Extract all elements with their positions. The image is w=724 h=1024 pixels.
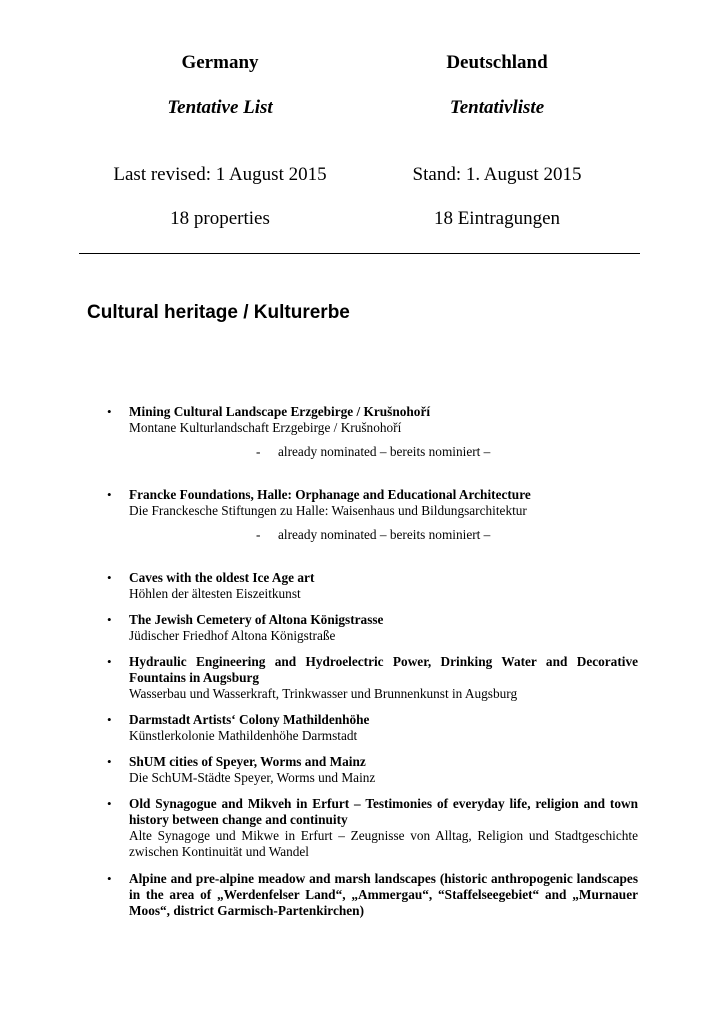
header-divider [79, 253, 640, 254]
bullet-icon: • [107, 487, 112, 502]
header-revised-en: Last revised: 1 August 2015 [113, 164, 327, 185]
list-item [107, 796, 638, 860]
header-list-name-en: Tentative List [167, 97, 273, 118]
bullet-icon: • [107, 654, 112, 669]
list-item [107, 754, 638, 786]
item-title-en: Alpine and pre-alpine meadow and marsh landscapes (historic anthropogenic landscapes in the area of „Werdenfelser Land“, „Ammergau“, “Staffelseegebiet“ and „Murnauer Moos“, district Garmisch-Partenkirchen) [129, 871, 638, 918]
item-title-de: Wasserbau und Wasserkraft, Trinkwasser und Brunnenkunst in Augsburg [129, 686, 518, 701]
list-item [107, 404, 638, 436]
item-title-de: Montane Kulturlandschaft Erzgebirge / Krušnohoří [129, 420, 402, 435]
header-count-de: 18 Eintragungen [433, 208, 561, 229]
item-title-en: Hydraulic Engineering and Hydroelectric Power, Drinking Water and Decorative Fountains in Augsburg [129, 654, 638, 685]
item-title-de: Die SchUM-Städte Speyer, Worms und Mainz [129, 770, 376, 785]
item-title-en: Mining Cultural Landscape Erzgebirge / Krušnohoří [129, 404, 431, 419]
section-title: Cultural heritage / Kulturerbe [87, 302, 350, 323]
bullet-icon: • [107, 871, 112, 886]
header-country-de: Deutschland [446, 52, 548, 73]
bullet-icon: • [107, 796, 112, 811]
item-title-de: Künstlerkolonie Mathildenhöhe Darmstadt [129, 728, 358, 743]
header-country-en: Germany [181, 52, 259, 73]
item-title-en: Darmstadt Artists‘ Colony Mathildenhöhe [129, 712, 370, 727]
item-title-en: Old Synagogue and Mikveh in Erfurt – Testimonies of everyday life, religion and town history between change and continuity [129, 796, 638, 827]
list-item [107, 570, 638, 602]
item-note-text: already nominated – bereits nominiert – [278, 444, 491, 459]
header-revised-de: Stand: 1. August 2015 [412, 164, 582, 185]
list-item [107, 654, 638, 702]
list-item [107, 871, 638, 919]
item-title-en: Caves with the oldest Ice Age art [129, 570, 315, 585]
item-title-en: ShUM cities of Speyer, Worms and Mainz [129, 754, 366, 769]
bullet-icon: • [107, 712, 112, 727]
list-item [107, 712, 638, 744]
dash-icon: - [256, 444, 261, 459]
list-item [107, 487, 638, 519]
bullet-icon: • [107, 570, 112, 585]
item-title-de: Die Franckesche Stiftungen zu Halle: Waisenhaus und Bildungsarchitektur [129, 503, 527, 518]
item-note [256, 527, 490, 543]
bullet-icon: • [107, 754, 112, 769]
header-list-name-de: Tentativliste [449, 97, 545, 118]
item-title-de: Alte Synagoge und Mikwe in Erfurt – Zeugnisse von Alltag, Religion und Stadtgeschichte zwischen Kontinuität und Wandel [129, 828, 638, 859]
bullet-icon: • [107, 404, 112, 419]
item-note-text: already nominated – bereits nominiert – [278, 527, 491, 542]
item-title-de: Höhlen der ältesten Eiszeitkunst [129, 586, 301, 601]
item-title-en: The Jewish Cemetery of Altona Königstrasse [129, 612, 384, 627]
bullet-icon: • [107, 612, 112, 627]
dash-icon: - [256, 527, 261, 542]
item-title-de: Jüdischer Friedhof Altona Königstraße [129, 628, 336, 643]
header-count-en: 18 properties [170, 208, 270, 229]
item-note [256, 444, 490, 460]
list-item [107, 612, 638, 644]
item-title-en: Francke Foundations, Halle: Orphanage and Educational Architecture [129, 487, 531, 502]
